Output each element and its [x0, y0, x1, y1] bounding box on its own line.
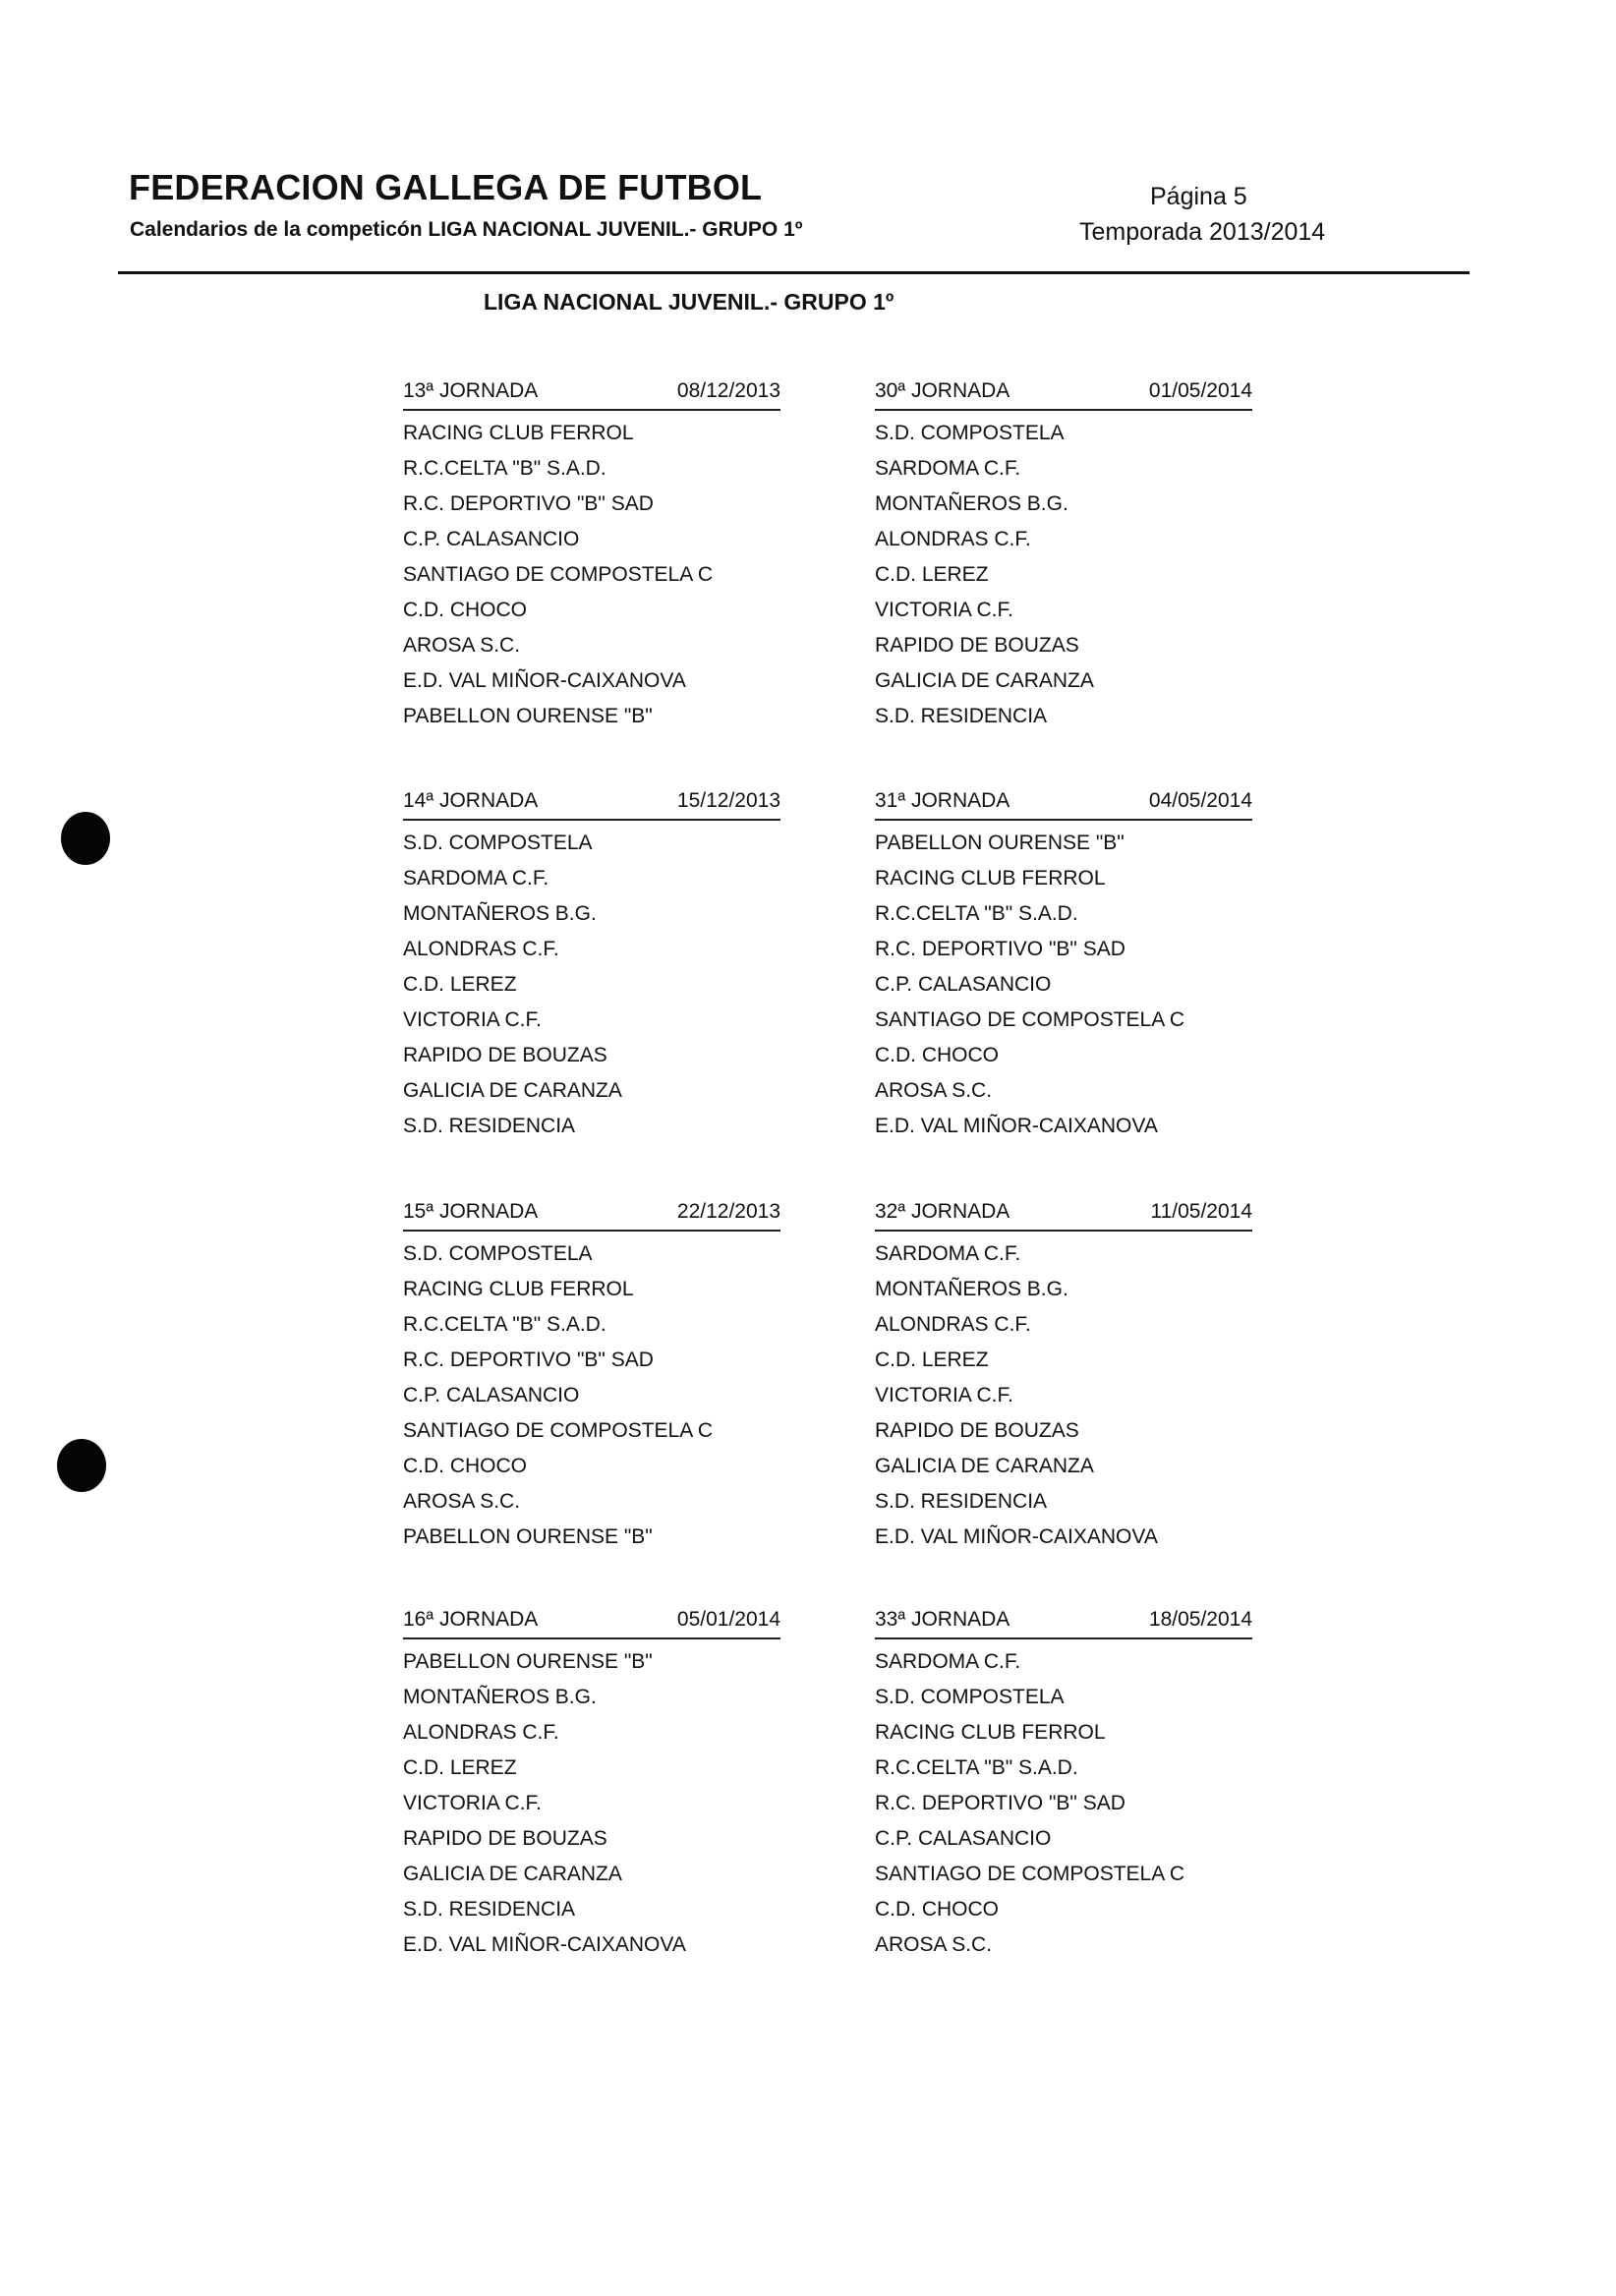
team-item: SANTIAGO DE COMPOSTELA C [875, 1863, 1185, 1885]
team-item: ALONDRAS C.F. [875, 1313, 1031, 1336]
page-number: Página 5 [1150, 183, 1247, 210]
team-item: MONTAÑEROS B.G. [875, 492, 1068, 515]
team-item: RAPIDO DE BOUZAS [403, 1044, 607, 1066]
team-item: MONTAÑEROS B.G. [403, 902, 597, 925]
team-item: VICTORIA C.F. [875, 1384, 1013, 1406]
team-item: VICTORIA C.F. [403, 1792, 542, 1814]
team-item: S.D. COMPOSTELA [403, 832, 593, 854]
team-item: GALICIA DE CARANZA [403, 1079, 622, 1102]
team-item: S.D. RESIDENCIA [403, 1898, 576, 1921]
jornada-block [403, 783, 780, 1144]
team-item: S.D. COMPOSTELA [875, 1686, 1065, 1708]
team-item: MONTAÑEROS B.G. [875, 1278, 1068, 1300]
team-item: C.P. CALASANCIO [875, 1827, 1052, 1850]
team-item: RAPIDO DE BOUZAS [875, 634, 1079, 657]
team-item: RACING CLUB FERROL [403, 422, 634, 444]
jornada-block [875, 1602, 1252, 1963]
team-list [403, 411, 780, 734]
team-item: ALONDRAS C.F. [403, 938, 559, 960]
team-item: ALONDRAS C.F. [875, 528, 1031, 550]
team-item: AROSA S.C. [403, 634, 521, 657]
team-item: R.C. DEPORTIVO "B" SAD [403, 1349, 654, 1371]
jornada-label: 30ª JORNADA [875, 379, 1010, 402]
jornada-header [403, 1194, 780, 1232]
team-item: AROSA S.C. [875, 1933, 993, 1956]
team-item: S.D. RESIDENCIA [875, 705, 1048, 727]
team-item: R.C.CELTA "B" S.A.D. [875, 1756, 1078, 1779]
jornada-label: 16ª JORNADA [403, 1608, 539, 1631]
team-item: C.D. LEREZ [403, 973, 517, 996]
jornada-label: 32ª JORNADA [875, 1200, 1010, 1223]
jornada-block [403, 373, 780, 734]
team-item: AROSA S.C. [403, 1490, 521, 1513]
team-item: SARDOMA C.F. [875, 457, 1021, 480]
team-item: SANTIAGO DE COMPOSTELA C [403, 1419, 714, 1442]
team-item: C.P. CALASANCIO [875, 973, 1052, 996]
jornada-date: 04/05/2014 [1148, 789, 1252, 812]
team-item: C.D. LEREZ [875, 563, 989, 586]
team-item: S.D. COMPOSTELA [875, 422, 1065, 444]
team-item: RACING CLUB FERROL [403, 1278, 634, 1300]
jornada-header [403, 1602, 780, 1639]
team-item: R.C.CELTA "B" S.A.D. [403, 457, 606, 480]
jornada-date: 15/12/2013 [676, 789, 780, 812]
team-item: R.C. DEPORTIVO "B" SAD [403, 492, 654, 515]
jornada-date: 18/05/2014 [1148, 1608, 1252, 1631]
team-item: R.C. DEPORTIVO "B" SAD [875, 938, 1125, 960]
team-list [875, 821, 1252, 1144]
competition-subtitle: Calendarios de la competicón LIGA NACIONAL JUVENIL.- GRUPO 1º [130, 218, 803, 241]
team-item: SANTIAGO DE COMPOSTELA C [403, 563, 714, 586]
team-item: S.D. RESIDENCIA [403, 1115, 576, 1137]
team-item: VICTORIA C.F. [875, 599, 1013, 621]
team-item: SANTIAGO DE COMPOSTELA C [875, 1008, 1185, 1031]
jornada-date: 01/05/2014 [1148, 379, 1252, 402]
team-list [875, 411, 1252, 734]
jornada-label: 15ª JORNADA [403, 1200, 539, 1223]
team-item: GALICIA DE CARANZA [403, 1863, 622, 1885]
jornada-date: 05/01/2014 [676, 1608, 780, 1631]
team-item: PABELLON OURENSE "B" [403, 705, 653, 727]
punch-hole-top [61, 812, 110, 865]
team-item: S.D. COMPOSTELA [403, 1242, 593, 1265]
jornada-header [875, 1602, 1252, 1639]
team-item: E.D. VAL MIÑOR-CAIXANOVA [875, 1525, 1158, 1548]
team-item: GALICIA DE CARANZA [875, 669, 1094, 692]
team-item: GALICIA DE CARANZA [875, 1455, 1094, 1477]
team-list [403, 821, 780, 1144]
jornada-header [403, 373, 780, 411]
jornada-block [875, 373, 1252, 734]
team-item: RACING CLUB FERROL [875, 1721, 1106, 1744]
team-item: C.P. CALASANCIO [403, 1384, 580, 1406]
team-item: C.P. CALASANCIO [403, 528, 580, 550]
team-item: SARDOMA C.F. [875, 1650, 1021, 1673]
team-item: AROSA S.C. [875, 1079, 993, 1102]
header-divider [118, 271, 1470, 274]
jornada-date: 22/12/2013 [676, 1200, 780, 1223]
team-item: E.D. VAL MIÑOR-CAIXANOVA [403, 669, 686, 692]
team-item: R.C.CELTA "B" S.A.D. [875, 902, 1078, 925]
team-item: RAPIDO DE BOUZAS [875, 1419, 1079, 1442]
team-item: MONTAÑEROS B.G. [403, 1686, 597, 1708]
jornada-label: 13ª JORNADA [403, 379, 539, 402]
team-item: PABELLON OURENSE "B" [875, 832, 1125, 854]
team-item: SARDOMA C.F. [875, 1242, 1021, 1265]
team-item: R.C. DEPORTIVO "B" SAD [875, 1792, 1125, 1814]
team-item: VICTORIA C.F. [403, 1008, 542, 1031]
team-item: C.D. CHOCO [403, 599, 527, 621]
season-label: Temporada 2013/2014 [1079, 218, 1326, 246]
jornada-block [875, 783, 1252, 1144]
team-item: RACING CLUB FERROL [875, 867, 1106, 890]
team-item: C.D. CHOCO [875, 1044, 999, 1066]
team-item: C.D. CHOCO [875, 1898, 999, 1921]
jornada-block [403, 1602, 780, 1963]
jornada-label: 31ª JORNADA [875, 789, 1010, 812]
team-list [403, 1232, 780, 1555]
team-item: SARDOMA C.F. [403, 867, 549, 890]
team-item: E.D. VAL MIÑOR-CAIXANOVA [875, 1115, 1158, 1137]
jornada-header [875, 373, 1252, 411]
team-item: C.D. LEREZ [403, 1756, 517, 1779]
jornada-block [403, 1194, 780, 1555]
team-item: PABELLON OURENSE "B" [403, 1650, 653, 1673]
team-item: ALONDRAS C.F. [403, 1721, 559, 1744]
jornada-date: 08/12/2013 [676, 379, 780, 402]
section-heading: LIGA NACIONAL JUVENIL.- GRUPO 1º [484, 289, 895, 315]
team-item: C.D. CHOCO [403, 1455, 527, 1477]
jornada-header [875, 1194, 1252, 1232]
jornada-block [875, 1194, 1252, 1555]
team-item: C.D. LEREZ [875, 1349, 989, 1371]
jornada-header [875, 783, 1252, 821]
team-item: RAPIDO DE BOUZAS [403, 1827, 607, 1850]
team-item: PABELLON OURENSE "B" [403, 1525, 653, 1548]
team-list [875, 1232, 1252, 1555]
team-item: R.C.CELTA "B" S.A.D. [403, 1313, 606, 1336]
jornada-date: 11/05/2014 [1150, 1200, 1252, 1223]
punch-hole-bottom [57, 1439, 106, 1492]
jornada-header [403, 783, 780, 821]
team-list [875, 1639, 1252, 1963]
jornada-label: 14ª JORNADA [403, 789, 539, 812]
team-list [403, 1639, 780, 1963]
team-item: S.D. RESIDENCIA [875, 1490, 1048, 1513]
jornada-label: 33ª JORNADA [875, 1608, 1010, 1631]
federation-title: FEDERACION GALLEGA DE FUTBOL [129, 167, 763, 207]
team-item: E.D. VAL MIÑOR-CAIXANOVA [403, 1933, 686, 1956]
